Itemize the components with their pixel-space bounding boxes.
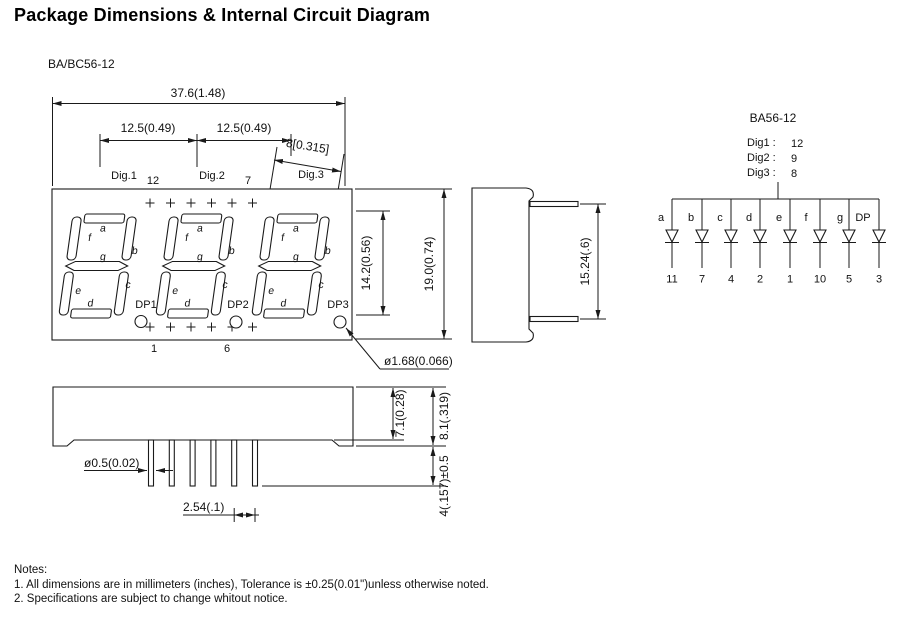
bottom-view xyxy=(53,387,451,522)
segment-f-label: f xyxy=(280,232,285,244)
dig1-pin-label: Dig1 : xyxy=(747,137,776,149)
side-pin-top xyxy=(530,202,578,207)
led-diode-icon xyxy=(873,230,885,242)
note-line-2: 2. Specifications are subject to change whitout notice. xyxy=(14,593,288,605)
led-diode-icon xyxy=(696,230,708,242)
dim-digit-height-label: 14.2(0.56) xyxy=(359,235,373,291)
front-view xyxy=(52,86,453,369)
segment-g-label: g xyxy=(196,251,204,263)
segment-d-label: d xyxy=(279,297,288,310)
led-diode-icon xyxy=(814,230,826,242)
dim-pin-pitch-label: 2.54(.1) xyxy=(183,500,225,514)
segment-g-shape xyxy=(65,262,128,271)
digit3-label: Dig.3 xyxy=(298,169,324,181)
dim-pitch-right-label: 12.5(0.49) xyxy=(216,121,272,135)
segment-d-shape xyxy=(167,309,208,318)
dim-body-total-label: 8.1(.319) xyxy=(437,391,451,441)
pin-number: 3 xyxy=(875,273,883,286)
notes xyxy=(14,563,489,607)
digit1-label: Dig.1 xyxy=(111,170,137,182)
segment-f-label: f xyxy=(87,232,92,244)
led-diode-icon xyxy=(725,230,737,242)
dig2-pin-label: Dig2 : xyxy=(747,152,776,164)
leader-line xyxy=(346,328,380,369)
segment-a-label: a xyxy=(99,222,107,235)
dp1-label: DP1 xyxy=(135,299,157,311)
circuit-branch-d xyxy=(746,199,767,286)
circuit-branch-c xyxy=(717,199,738,286)
lead-pin xyxy=(232,440,237,486)
dp2-label: DP2 xyxy=(227,299,249,311)
led-diode-icon xyxy=(754,230,766,242)
segment-d-shape xyxy=(263,309,304,318)
circuit-title: BA56-12 xyxy=(749,111,797,125)
segment-b-label: b xyxy=(131,245,139,257)
dig3-pin-label: Dig3 : xyxy=(747,167,776,179)
bottom-body-outline xyxy=(53,387,353,446)
side-body-outline xyxy=(472,188,533,342)
pin7-label: 7 xyxy=(244,175,252,187)
circuit-branch-b xyxy=(688,199,709,286)
segment-f-label: f xyxy=(184,232,189,244)
side-view xyxy=(472,188,606,342)
circuit-branch-f xyxy=(804,199,827,286)
segment-g-shape xyxy=(162,262,225,271)
segment-name: g xyxy=(836,212,844,224)
model-label: BA/BC56-12 xyxy=(48,57,115,71)
segment-e-label: e xyxy=(267,285,275,297)
dim-total-height-label: 19.0(0.74) xyxy=(422,236,436,292)
circuit-branch-g xyxy=(837,199,856,286)
segment-name: a xyxy=(657,212,665,224)
pin-number: 11 xyxy=(666,273,678,286)
dim-dp-diameter-label: ø1.68(0.066) xyxy=(384,354,453,368)
pin6-label: 6 xyxy=(223,343,231,355)
lead-pin xyxy=(190,440,195,486)
segment-c-label: c xyxy=(221,279,229,291)
pin-number: 5 xyxy=(845,273,853,286)
circuit-branch-e xyxy=(776,199,797,286)
pin-number: 4 xyxy=(727,273,735,286)
circuit-branch-dp xyxy=(855,199,886,286)
dim-digit-width-label: 8[0.315] xyxy=(285,135,331,157)
segment-name: d xyxy=(745,212,753,224)
pin-number: 7 xyxy=(698,273,706,286)
dim-pitch-left-label: 12.5(0.49) xyxy=(120,121,176,135)
note-line-1: 1. All dimensions are in millimeters (inches), Tolerance is ±0.25(0.01")unless otherwise noted. xyxy=(14,578,489,591)
page-title: Package Dimensions & Internal Circuit Diagram xyxy=(14,5,431,25)
pin12-label: 12 xyxy=(146,175,160,187)
segment-e-label: e xyxy=(74,285,82,297)
dim-pin-diameter-label: ø0.5(0.02) xyxy=(84,456,140,470)
led-diode-icon xyxy=(666,230,678,242)
dig1-pin-value: 12 xyxy=(791,138,804,150)
digit2-label: Dig.2 xyxy=(199,170,225,182)
segment-b-label: b xyxy=(324,245,332,257)
dig2-pin-value: 9 xyxy=(791,153,798,165)
segment-g-label: g xyxy=(99,251,107,263)
segment-d-label: d xyxy=(183,297,192,310)
dim-pin-span-label: 15.24(.6) xyxy=(578,237,592,286)
dim-pin-length-label: 4(.157)±0.5 xyxy=(437,455,451,517)
lead-pin xyxy=(149,440,154,486)
lead-pin xyxy=(211,440,216,486)
pin-number: 1 xyxy=(786,273,794,286)
circuit-diagram xyxy=(658,111,886,286)
decimal-point-1 xyxy=(135,316,147,328)
segment-a-label: a xyxy=(292,222,300,235)
segment-d-label: d xyxy=(86,297,95,310)
lead-pin xyxy=(253,440,258,486)
segment-name: b xyxy=(687,212,695,224)
pin-number: 2 xyxy=(756,273,764,286)
pin-number: 10 xyxy=(813,273,827,286)
side-pin-bottom xyxy=(530,317,578,322)
segment-name: c xyxy=(717,212,723,224)
dim-body-front-label: 7.1(0.28) xyxy=(393,389,407,438)
segment-name: e xyxy=(775,212,783,224)
segment-e-label: e xyxy=(171,285,179,297)
pin1-label: 1 xyxy=(150,343,158,355)
segment-a-label: a xyxy=(196,222,204,235)
segment-g-label: g xyxy=(292,251,300,263)
decimal-point-3 xyxy=(334,316,346,328)
led-diode-icon xyxy=(843,230,855,242)
segment-g-shape xyxy=(258,262,321,271)
circuit-branch-a xyxy=(658,199,679,286)
segment-name: DP xyxy=(855,212,871,224)
segment-c-label: c xyxy=(124,279,132,291)
segment-b-label: b xyxy=(228,245,236,257)
notes-heading: Notes: xyxy=(14,564,48,576)
decimal-point-2 xyxy=(230,316,242,328)
dig3-pin-value: 8 xyxy=(791,168,798,180)
lead-pin xyxy=(169,440,174,486)
dim-total-width-label: 37.6(1.48) xyxy=(170,86,226,100)
dp3-label: DP3 xyxy=(327,299,349,311)
segment-c-label: c xyxy=(317,279,325,291)
segment-name: f xyxy=(804,212,808,224)
led-diode-icon xyxy=(784,230,796,242)
segment-d-shape xyxy=(70,309,111,318)
